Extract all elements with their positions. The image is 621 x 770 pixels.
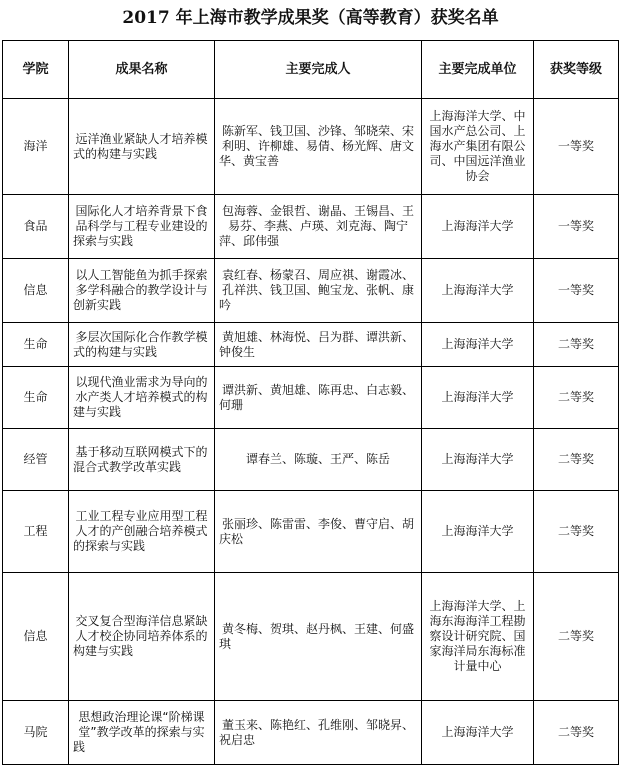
table-row <box>3 701 619 765</box>
cell-college: 生命 <box>3 323 69 367</box>
header-main-units: 主要完成单位 <box>422 41 534 99</box>
cell-main-units: 上海海洋大学 <box>422 195 534 259</box>
cell-main-persons: 张丽珍、陈雷雷、李俊、曹守启、胡庆松 <box>215 491 422 573</box>
cell-college: 海洋 <box>3 99 69 195</box>
table-row <box>3 429 619 491</box>
cell-award-level: 一等奖 <box>534 195 619 259</box>
cell-main-persons: 袁红春、杨蒙召、周应祺、谢霞冰、孔祥洪、钱卫国、鲍宝龙、张帆、康吟 <box>215 259 422 323</box>
cell-main-units: 上海海洋大学 <box>422 259 534 323</box>
cell-award-level: 二等奖 <box>534 367 619 429</box>
cell-award-level: 二等奖 <box>534 573 619 701</box>
cell-college: 经管 <box>3 429 69 491</box>
table-row <box>3 367 619 429</box>
cell-award-level: 二等奖 <box>534 491 619 573</box>
header-college: 学院 <box>3 41 69 99</box>
table-row <box>3 99 619 195</box>
cell-achievement-name: 思想政治理论课“阶梯课堂”教学改革的探索与实践 <box>69 701 215 765</box>
cell-main-units: 上海海洋大学、上海东海海洋工程勘察设计研究院、国家海洋局东海标准计量中心 <box>422 573 534 701</box>
cell-college: 生命 <box>3 367 69 429</box>
table-row <box>3 259 619 323</box>
table-header-row <box>3 41 619 99</box>
cell-college: 信息 <box>3 259 69 323</box>
cell-main-units: 上海海洋大学 <box>422 323 534 367</box>
cell-achievement-name: 交叉复合型海洋信息紧缺人才校企协同培养体系的构建与实践 <box>69 573 215 701</box>
cell-achievement-name: 国际化人才培养背景下食品科学与工程专业建设的探索与实践 <box>69 195 215 259</box>
cell-award-level: 一等奖 <box>534 99 619 195</box>
awards-table <box>2 40 619 765</box>
cell-main-units: 上海海洋大学 <box>422 491 534 573</box>
table-row <box>3 573 619 701</box>
cell-main-persons: 包海蓉、金银哲、谢晶、王锡昌、王易芬、李燕、卢瑛、刘克海、陶宁萍、邱伟强 <box>215 195 422 259</box>
cell-award-level: 二等奖 <box>534 701 619 765</box>
cell-main-units: 上海海洋大学 <box>422 367 534 429</box>
header-achievement-name: 成果名称 <box>69 41 215 99</box>
cell-college: 食品 <box>3 195 69 259</box>
cell-main-persons: 董玉来、陈艳红、孔维刚、邹晓昇、祝启忠 <box>215 701 422 765</box>
cell-award-level: 二等奖 <box>534 323 619 367</box>
cell-main-units: 上海海洋大学 <box>422 701 534 765</box>
cell-main-persons: 陈新军、钱卫国、沙锋、邹晓荣、宋利明、许柳雄、易倩、杨光辉、唐文华、黄宝善 <box>215 99 422 195</box>
cell-achievement-name: 以人工智能鱼为抓手探索多学科融合的教学设计与创新实践 <box>69 259 215 323</box>
cell-achievement-name: 以现代渔业需求为导向的水产类人才培养模式的构建与实践 <box>69 367 215 429</box>
cell-main-persons: 黄冬梅、贺琪、赵丹枫、王建、何盛琪 <box>215 573 422 701</box>
cell-main-persons: 黄旭雄、林海悦、吕为群、谭洪新、钟俊生 <box>215 323 422 367</box>
table-row <box>3 491 619 573</box>
cell-award-level: 一等奖 <box>534 259 619 323</box>
cell-college: 工程 <box>3 491 69 573</box>
table-row <box>3 323 619 367</box>
cell-college: 马院 <box>3 701 69 765</box>
page-title: 2017 年上海市教学成果奖（高等教育）获奖名单 <box>122 8 499 28</box>
table-row <box>3 195 619 259</box>
cell-main-units: 上海海洋大学 <box>422 429 534 491</box>
cell-main-persons: 谭洪新、黄旭雄、陈再忠、白志毅、何珊 <box>215 367 422 429</box>
header-award-level: 获奖等级 <box>534 41 619 99</box>
cell-achievement-name: 基于移动互联网模式下的混合式教学改革实践 <box>69 429 215 491</box>
cell-main-persons: 谭春兰、陈璇、王严、陈岳 <box>215 429 422 491</box>
cell-achievement-name: 工业工程专业应用型工程人才的产创融合培养模式的探索与实践 <box>69 491 215 573</box>
cell-achievement-name: 远洋渔业紧缺人才培养模式的构建与实践 <box>69 99 215 195</box>
header-main-persons: 主要完成人 <box>215 41 422 99</box>
cell-achievement-name: 多层次国际化合作教学模式的构建与实践 <box>69 323 215 367</box>
cell-award-level: 二等奖 <box>534 429 619 491</box>
cell-main-units: 上海海洋大学、中国水产总公司、上海水产集团有限公司、中国远洋渔业协会 <box>422 99 534 195</box>
cell-college: 信息 <box>3 573 69 701</box>
